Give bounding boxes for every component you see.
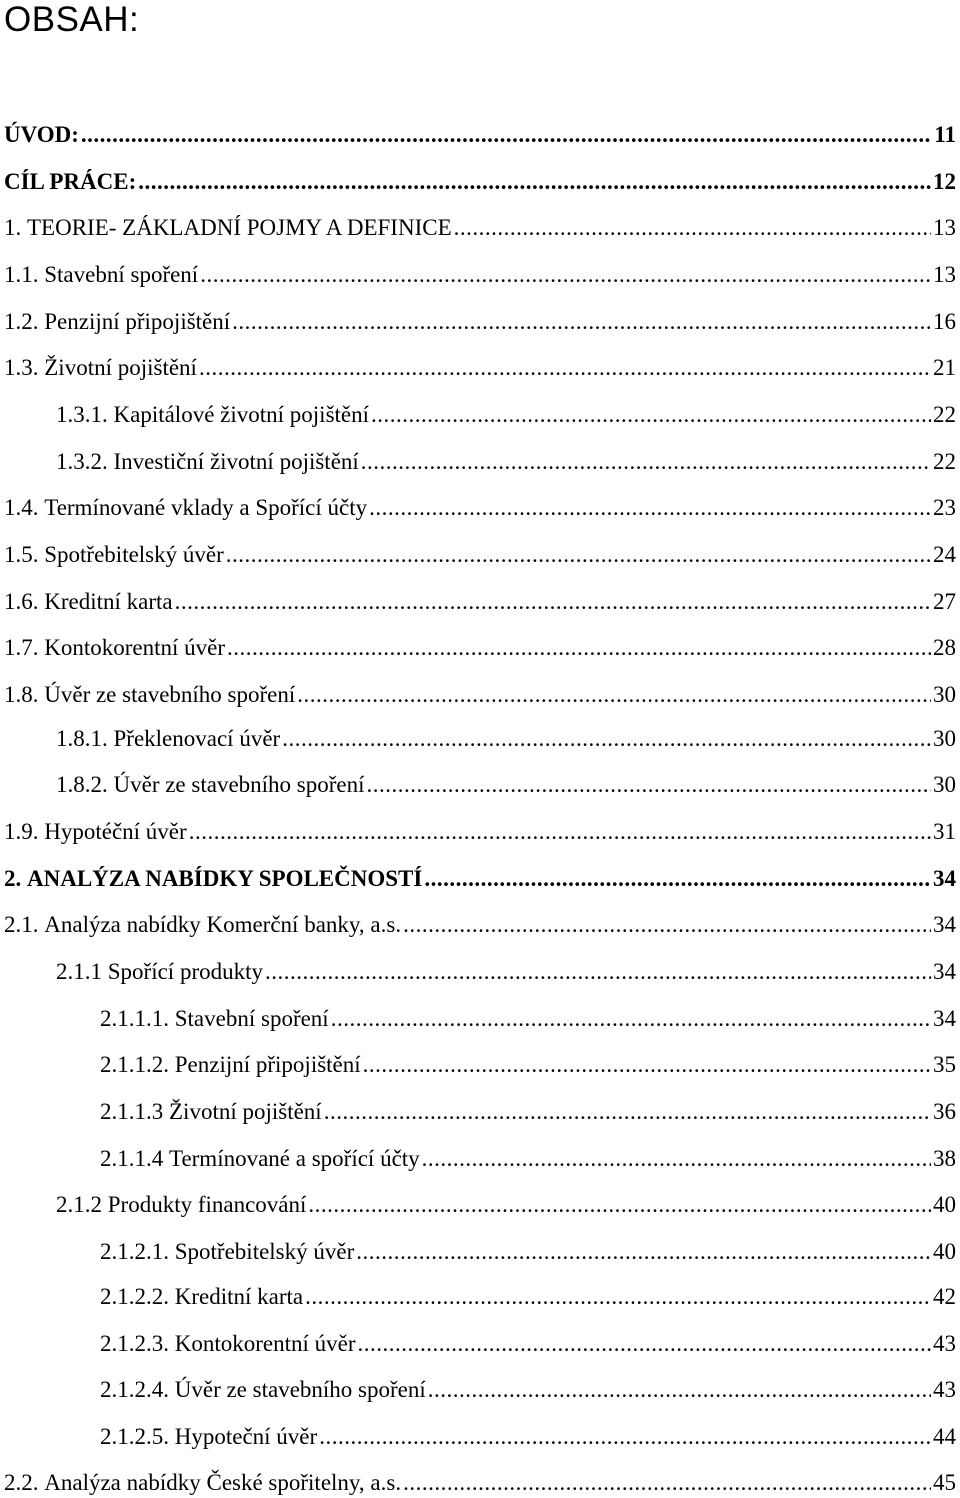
toc-entry-title: Penzijní připojištění bbox=[38, 309, 231, 334]
toc-entry-title: Kapitálové životní pojištění bbox=[107, 402, 370, 427]
toc-dot-leader bbox=[200, 262, 931, 288]
toc-entry-title: Překlenovací úvěr bbox=[107, 726, 281, 751]
toc-dot-leader bbox=[369, 495, 931, 521]
toc-entry-title: Termínované a spořící účty bbox=[163, 1146, 420, 1171]
toc-entry-title: Spořící produkty bbox=[102, 959, 263, 984]
toc-entry-title: Penzijní připojištění bbox=[169, 1052, 361, 1077]
toc-entry-page: 42 bbox=[933, 1284, 956, 1309]
toc-dot-leader bbox=[308, 1192, 931, 1218]
toc-dot-leader bbox=[232, 309, 931, 335]
toc-entry-page: 30 bbox=[933, 726, 956, 751]
toc-entry-number: 1.3.2. bbox=[56, 449, 108, 474]
toc-entry-page: 34 bbox=[933, 912, 956, 937]
toc-entry[interactable] bbox=[0, 585, 960, 615]
toc-entry-title: Stavební spoření bbox=[38, 262, 199, 287]
toc-heading: OBSAH: bbox=[4, 0, 140, 39]
toc-entry-page: 13 bbox=[933, 215, 956, 240]
toc-entry-title: Hypoteční úvěr bbox=[169, 1424, 318, 1449]
toc-dot-leader bbox=[297, 682, 931, 708]
toc-dot-leader bbox=[356, 1239, 931, 1265]
toc-entry-number: 2.2. bbox=[4, 1470, 39, 1495]
toc-entry-title: Stavební spoření bbox=[169, 1006, 329, 1031]
toc-entry-number: 2. bbox=[4, 866, 22, 891]
toc-entry-number: 2.1. bbox=[4, 912, 39, 937]
toc-entry-page: 43 bbox=[933, 1377, 956, 1402]
toc-entry[interactable] bbox=[0, 211, 960, 241]
toc-dot-leader bbox=[454, 215, 931, 241]
toc-dot-leader bbox=[138, 169, 931, 195]
toc-dot-leader bbox=[367, 772, 931, 798]
toc-entry-page: 31 bbox=[933, 819, 956, 844]
toc-entry-page: 30 bbox=[933, 772, 956, 797]
toc-entry-number: 1.8. bbox=[4, 682, 39, 707]
toc-dot-leader bbox=[265, 959, 931, 985]
toc-entry-title: Spotřebitelský úvěr bbox=[38, 542, 224, 567]
toc-entry[interactable] bbox=[0, 305, 960, 335]
toc-entry-title: Investiční životní pojištění bbox=[107, 449, 359, 474]
toc-dot-leader bbox=[319, 1424, 931, 1450]
toc-entry-page: 34 bbox=[933, 959, 956, 984]
toc-dot-leader bbox=[81, 122, 932, 148]
toc-dot-leader bbox=[226, 542, 931, 568]
toc-entry-page: 12 bbox=[933, 169, 956, 194]
toc-dot-leader bbox=[371, 402, 931, 428]
toc-entry-page: 35 bbox=[933, 1052, 956, 1077]
toc-entry-page: 24 bbox=[933, 542, 956, 567]
toc-entry-page: 21 bbox=[933, 355, 956, 380]
toc-entry-title: Analýza nabídky České spořitelny, a.s. bbox=[38, 1470, 402, 1495]
toc-entry-page: 34 bbox=[933, 866, 956, 891]
toc-entry[interactable] bbox=[0, 1327, 960, 1357]
toc-entry-page: 36 bbox=[933, 1099, 956, 1124]
toc-entry[interactable] bbox=[0, 538, 960, 568]
toc-dot-leader bbox=[227, 635, 931, 661]
toc-dot-leader bbox=[282, 726, 931, 752]
toc-entry[interactable] bbox=[0, 165, 960, 195]
toc-entry-number: 1.8.1. bbox=[56, 726, 108, 751]
toc-entry-number: 2.1.2.4. bbox=[100, 1377, 169, 1402]
toc-entry-title: Kreditní karta bbox=[38, 589, 173, 614]
toc-entry-title: TEORIE- ZÁKLADNÍ POJMY A DEFINICE bbox=[21, 215, 452, 240]
toc-entry-title: Úvěr ze stavebního spoření bbox=[169, 1377, 426, 1402]
toc-entry[interactable] bbox=[0, 445, 960, 475]
toc-entry-title: ANALÝZA NABÍDKY SPOLEČNOSTÍ bbox=[21, 866, 423, 891]
toc-entry-page: 22 bbox=[933, 449, 956, 474]
toc-entry-page: 40 bbox=[933, 1192, 956, 1217]
toc-entry-page: 40 bbox=[933, 1239, 956, 1264]
toc-entry[interactable] bbox=[0, 908, 960, 938]
toc-entry-title: Životní pojištění bbox=[163, 1099, 322, 1124]
toc-entry-title: Úvěr ze stavebního spoření bbox=[38, 682, 296, 707]
toc-entry[interactable] bbox=[0, 631, 960, 661]
toc-entry-page: 38 bbox=[933, 1146, 956, 1171]
toc-entry-page: 11 bbox=[934, 122, 956, 147]
toc-dot-leader bbox=[358, 1331, 931, 1357]
toc-entry-page: 13 bbox=[933, 262, 956, 287]
toc-entry-page: 30 bbox=[933, 682, 956, 707]
toc-dot-leader bbox=[403, 1470, 931, 1496]
toc-entry-page: 44 bbox=[933, 1424, 956, 1449]
toc-entry-page: 34 bbox=[933, 1006, 956, 1031]
toc-dot-leader bbox=[189, 819, 931, 845]
toc-entry[interactable] bbox=[0, 722, 960, 752]
toc-entry-number: 2.1.2.1. bbox=[100, 1239, 169, 1264]
toc-dot-leader bbox=[424, 866, 931, 892]
toc-entry-number: 2.1.2.3. bbox=[100, 1331, 169, 1356]
toc-dot-leader bbox=[428, 1377, 931, 1403]
toc-entry-title: Kreditní karta bbox=[169, 1284, 304, 1309]
toc-entry[interactable] bbox=[0, 768, 960, 798]
toc-entry[interactable] bbox=[0, 955, 960, 985]
toc-entry[interactable] bbox=[0, 1048, 960, 1078]
toc-entry-number: 1.1. bbox=[4, 262, 39, 287]
toc-entry[interactable] bbox=[0, 678, 960, 708]
toc-entry-page: 27 bbox=[933, 589, 956, 614]
toc-entry[interactable] bbox=[0, 1280, 960, 1310]
toc-entry-number: 1.4. bbox=[4, 495, 39, 520]
toc-entry-page: 28 bbox=[933, 635, 956, 660]
toc-entry-page: 22 bbox=[933, 402, 956, 427]
toc-entry[interactable] bbox=[0, 398, 960, 428]
toc-entry[interactable] bbox=[0, 1095, 960, 1125]
toc-entry-number: 2.1.1.2. bbox=[100, 1052, 169, 1077]
toc-dot-leader bbox=[363, 1052, 931, 1078]
toc-entry[interactable] bbox=[0, 351, 960, 381]
toc-entry-number: 1.6. bbox=[4, 589, 39, 614]
toc-entry-number: ÚVOD: bbox=[4, 122, 79, 147]
toc-entry-title: Spotřebitelský úvěr bbox=[169, 1239, 355, 1264]
toc-entry-number: 1.9. bbox=[4, 819, 39, 844]
toc-entry[interactable] bbox=[0, 1188, 960, 1218]
toc-entry-number: 1.8.2. bbox=[56, 772, 108, 797]
toc-dot-leader bbox=[403, 912, 931, 938]
toc-entry-page: 45 bbox=[933, 1470, 956, 1495]
toc-entry-number: 2.1.1.4 bbox=[100, 1146, 164, 1171]
toc-entry-title: Úvěr ze stavebního spoření bbox=[107, 772, 365, 797]
toc-entry[interactable] bbox=[0, 118, 960, 148]
toc-dot-leader bbox=[175, 589, 931, 615]
toc-entry[interactable] bbox=[0, 1373, 960, 1403]
toc-entry-number: 2.1.1.1. bbox=[100, 1006, 169, 1031]
toc-entry-title: Kontokorentní úvěr bbox=[38, 635, 226, 660]
toc-entry-number: 2.1.2.5. bbox=[100, 1424, 169, 1449]
toc-entry-number: 1.3.1. bbox=[56, 402, 108, 427]
toc-entry-number: 2.1.1 bbox=[56, 959, 102, 984]
toc-dot-leader bbox=[331, 1006, 931, 1032]
toc-entry-title: Životní pojištění bbox=[38, 355, 197, 380]
toc-entry-title: Produkty financování bbox=[102, 1192, 307, 1217]
toc-entry[interactable] bbox=[0, 815, 960, 845]
toc-entry-number: 1.3. bbox=[4, 355, 39, 380]
toc-entry-page: 23 bbox=[933, 495, 956, 520]
toc-entry-title: Termínované vklady a Spořící účty bbox=[38, 495, 368, 520]
toc-entry[interactable] bbox=[0, 491, 960, 521]
toc-entry-number: 1. bbox=[4, 215, 22, 240]
toc-entry[interactable] bbox=[0, 258, 960, 288]
toc-entry-number: 2.1.2.2. bbox=[100, 1284, 169, 1309]
toc-entry[interactable] bbox=[0, 1420, 960, 1450]
toc-entry-number: 1.7. bbox=[4, 635, 39, 660]
toc-entry[interactable] bbox=[0, 1466, 960, 1496]
toc-entry-page: 16 bbox=[933, 309, 956, 334]
toc-entry-number: 2.1.2 bbox=[56, 1192, 102, 1217]
toc-dot-leader bbox=[361, 449, 931, 475]
toc-entry[interactable] bbox=[0, 1002, 960, 1032]
toc-entry[interactable] bbox=[0, 1235, 960, 1265]
toc-dot-leader bbox=[199, 355, 931, 381]
toc-entry-number: 1.2. bbox=[4, 309, 39, 334]
toc-entry-page: 43 bbox=[933, 1331, 956, 1356]
toc-entry-number: CÍL PRÁCE: bbox=[4, 169, 137, 194]
toc-entry[interactable] bbox=[0, 862, 960, 892]
toc-entry-number: 1.5. bbox=[4, 542, 39, 567]
toc-dot-leader bbox=[324, 1099, 931, 1125]
toc-entry-title: Analýza nabídky Komerční banky, a.s. bbox=[38, 912, 402, 937]
toc-entry-title: Hypotéční úvěr bbox=[38, 819, 187, 844]
toc-dot-leader bbox=[422, 1146, 931, 1172]
toc-entry[interactable] bbox=[0, 1142, 960, 1172]
toc-entry-title: Kontokorentní úvěr bbox=[169, 1331, 356, 1356]
toc-dot-leader bbox=[305, 1284, 931, 1310]
toc-entry-number: 2.1.1.3 bbox=[100, 1099, 164, 1124]
